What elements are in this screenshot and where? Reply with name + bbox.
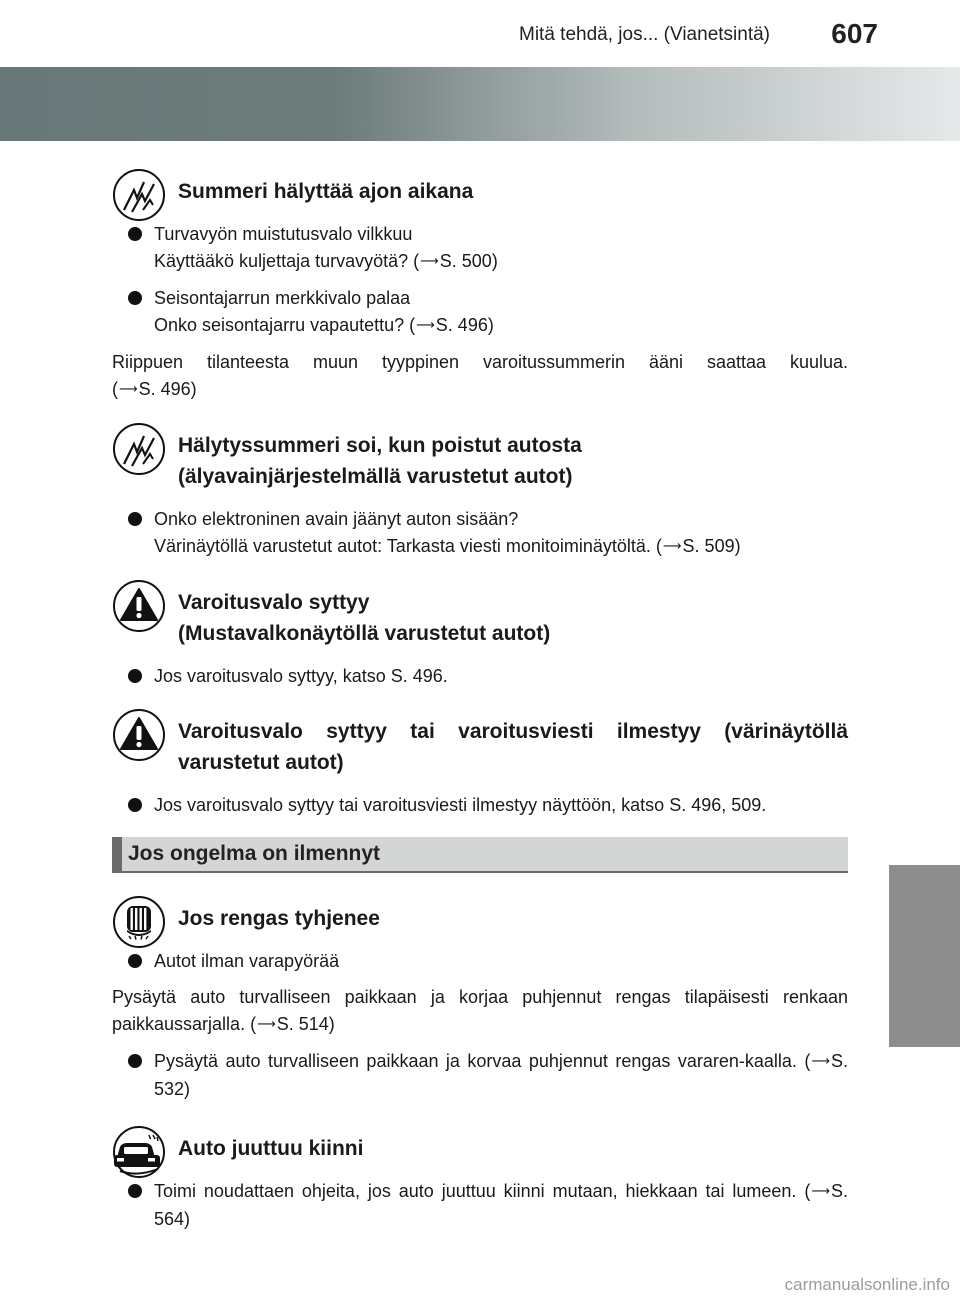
section-title <box>178 579 848 649</box>
list-item <box>112 1178 848 1233</box>
arrow-icon: ⟶ <box>811 1053 830 1068</box>
arrow-icon: ⟶ <box>420 253 439 268</box>
page-reference: S. 564) <box>154 1181 848 1229</box>
list-item <box>112 792 848 819</box>
paragraph <box>112 349 848 404</box>
section-warning-light-mono <box>112 579 848 690</box>
section-title-line: Hälytyssummeri soi, kun poistut autosta <box>178 434 582 457</box>
paragraph <box>112 984 848 1039</box>
bullet-text: Turvavyön muistutusvalo vilkkuu <box>154 224 413 244</box>
section-body <box>112 948 848 1103</box>
bullet-text: Pysäytä auto turvalliseen paikkaan ja korvaa puhjennut rengas vararen-kaalla. ( <box>154 1051 811 1071</box>
list-item <box>112 1048 848 1103</box>
paragraph-text: Pysäytä auto turvalliseen paikkaan ja korjaa puhjennut rengas tilapäisesti renkaan paikkaussarjalla. ( <box>112 987 848 1034</box>
bullet-text: Autot ilman varapyörää <box>154 951 340 971</box>
section-body <box>112 792 848 819</box>
bullet-text: Toimi noudattaen ohjeita, jos auto juuttuu kiinni mutaan, hiekkaan tai lumeen. ( <box>154 1181 811 1201</box>
header-band <box>0 67 960 141</box>
list-item <box>112 948 848 975</box>
chapter-side-tab <box>889 865 960 1047</box>
section-flat-tire <box>112 895 848 1103</box>
lightning-warning-icon <box>112 168 166 222</box>
stuck-car-icon <box>112 1125 166 1179</box>
section-title <box>178 422 848 492</box>
page-number: 607 <box>831 18 878 49</box>
section-title-line: (älyavainjärjestelmällä varustetut autot) <box>178 465 573 488</box>
page-reference: S. 496) <box>435 315 494 335</box>
list-item <box>112 663 848 690</box>
section-body <box>112 506 848 561</box>
bullet-text-part: Värinäytöllä varustetut autot: Tarkasta viesti monitoiminäytöltä. ( <box>154 536 662 556</box>
section-title: Summeri hälyttää ajon aikana <box>178 180 474 203</box>
page-reference: S. 500) <box>439 251 498 271</box>
section-banner: Jos ongelma on ilmennyt <box>112 837 848 873</box>
section-warning-light-color <box>112 708 848 819</box>
arrow-icon: ⟶ <box>811 1183 830 1198</box>
bullet-text <box>154 533 848 561</box>
section-title-line: Varoitusvalo syttyy <box>178 591 370 614</box>
page-reference: S. 496) <box>138 379 197 399</box>
section-alarm-leaving-car <box>112 422 848 561</box>
arrow-icon: ⟶ <box>119 381 138 396</box>
bullet-text <box>154 248 848 276</box>
section-title: Auto juuttuu kiinni <box>178 1137 364 1160</box>
bullet-text: Jos varoitusvalo syttyy, katso S. 496. <box>154 666 448 686</box>
arrow-icon: ⟶ <box>662 538 682 553</box>
bullet-text: Onko elektroninen avain jäänyt auton sisään? <box>154 509 519 529</box>
section-body <box>112 221 848 404</box>
bullet-text-part: Onko seisontajarru vapautettu? ( <box>154 315 416 335</box>
list-item <box>112 506 848 561</box>
flat-tire-icon <box>112 895 166 949</box>
arrow-icon: ⟶ <box>416 317 435 332</box>
exclamation-triangle-icon <box>112 708 166 762</box>
paren: ( <box>112 379 118 399</box>
bullet-text: Jos varoitusvalo syttyy tai varoitusviesti ilmestyy näyttöön, katso S. 496, 509. <box>154 795 767 815</box>
page-reference: S. 514) <box>276 1014 335 1034</box>
page-content <box>112 168 848 1242</box>
section-buzzer-driving <box>112 168 848 404</box>
bullet-text <box>154 312 848 340</box>
section-body <box>112 1178 848 1233</box>
paragraph-text: Riippuen tilanteesta muun tyyppinen varoitussummerin ääni saattaa kuulua. <box>112 352 848 372</box>
list-item <box>112 285 848 340</box>
running-header: Mitä tehdä, jos... (Vianetsintä) <box>519 24 770 45</box>
page-reference: S. 509) <box>682 536 741 556</box>
section-title: Varoitusvalo syttyy tai varoitusviesti ilmestyy (värinäytöllä varustetut autot) <box>178 720 848 774</box>
section-title: Jos rengas tyhjenee <box>178 907 380 930</box>
section-car-stuck <box>112 1125 848 1233</box>
section-title-line: (Mustavalkonäytöllä varustetut autot) <box>178 622 551 645</box>
exclamation-triangle-icon <box>112 579 166 633</box>
arrow-icon: ⟶ <box>257 1016 276 1031</box>
watermark: carmanualsonline.info <box>784 1275 950 1294</box>
lightning-warning-icon <box>112 422 166 476</box>
bullet-text: Seisontajarrun merkkivalo palaa <box>154 288 411 308</box>
paragraph-text <box>112 376 848 404</box>
bullet-text-part: Käyttääkö kuljettaja turvavyötä? ( <box>154 251 420 271</box>
section-body <box>112 663 848 690</box>
list-item <box>112 221 848 276</box>
page-reference: S. 532) <box>154 1051 848 1099</box>
